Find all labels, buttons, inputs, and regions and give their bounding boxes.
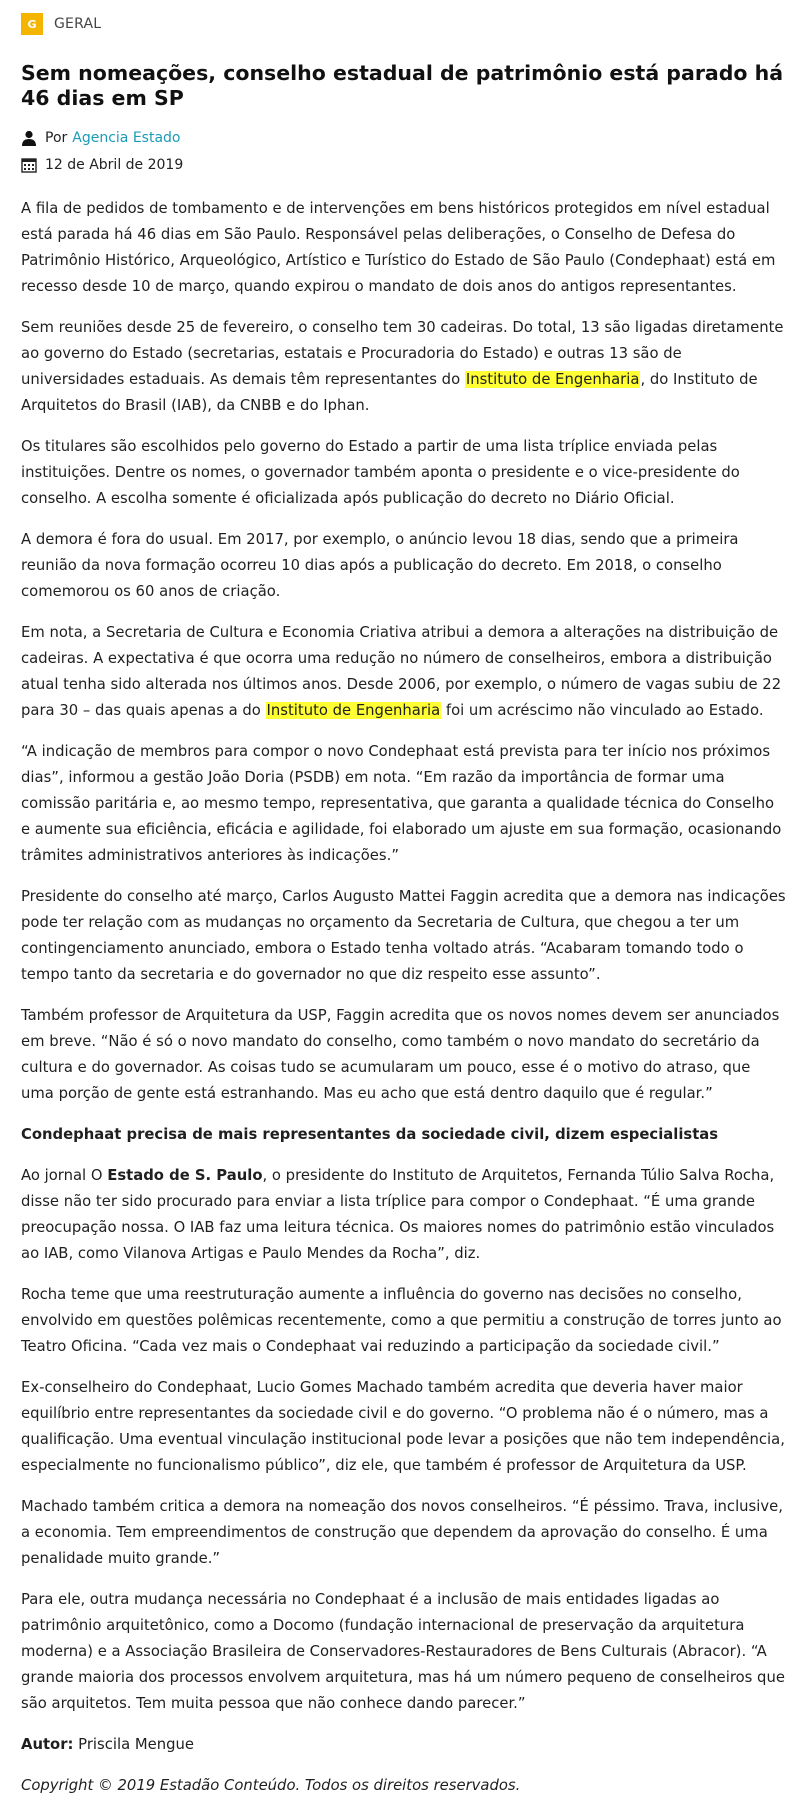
newspaper-name: Estado de S. Paulo xyxy=(107,1167,263,1184)
publish-date: 12 de Abril de 2019 xyxy=(45,157,184,173)
paragraph xyxy=(21,1163,786,1267)
instituto-engenharia-link[interactable]: Instituto de Engenharia xyxy=(266,702,441,719)
category-badge: G xyxy=(21,13,43,35)
user-icon xyxy=(21,130,37,146)
paragraph-text: Em nota, a Secretaria de Cultura e Economia Criativa atribui a demora a alterações na distribuição de cadeiras. A expectativa é que ocorra uma redução no número de conselheiros, embora a distribuição atual tenha sido alterada nos últimos anos. Desde 2006, por exemplo, o número de vagas subiu de 22 para 30 – das quais apenas a do xyxy=(21,624,782,719)
author-credit xyxy=(21,1732,786,1758)
paragraph xyxy=(21,315,786,419)
article-body xyxy=(21,196,786,1799)
by-prefix: Por xyxy=(45,130,68,146)
author-label: Autor: xyxy=(21,1736,74,1753)
calendar-icon xyxy=(21,157,37,173)
article-meta xyxy=(21,126,786,177)
paragraph: Os titulares são escolhidos pelo governo do Estado a partir de uma lista tríplice enviada pelas instituições. Dentre os nomes, o governador também aponta o presidente e o vice-presidente do conselho. A escolha somente é oficializada após publicação do decreto no Diário Oficial. xyxy=(21,438,740,507)
date-row xyxy=(21,153,786,177)
paragraph-text: , o presidente do Instituto de Arquitetos, Fernanda Túlio Salva Rocha, disse não ter sido procurado para enviar a lista tríplice para compor o Condephaat. “É uma grande preocupação nossa. O IAB faz uma leitura técnica. Os maiores nomes do patrimônio estão vinculados ao IAB, como Vilanova Artigas e Paulo Mendes da Rocha”, diz. xyxy=(21,1167,775,1262)
instituto-engenharia-link[interactable]: Instituto de Engenharia xyxy=(465,371,640,388)
paragraph-text: foi um acréscimo não vinculado ao Estado. xyxy=(441,702,764,719)
copyright: Copyright © 2019 Estadão Conteúdo. Todos os direitos reservados. xyxy=(21,1777,521,1794)
author-row xyxy=(21,126,786,150)
paragraph: “A indicação de membros para compor o novo Condephaat está prevista para ter início nos próximos dias”, informou a gestão João Doria (PSDB) em nota. “Em razão da importância de formar uma comissão paritária e, ao mesmo tempo, representativa, que garanta a qualidade técnica do Conselho e aumente sua eficiência, eficácia e agilidade, foi elaborado um ajuste em sua formação, ocasionando trâmites administrativos anteriores às indicações.” xyxy=(21,743,782,864)
subheading: Condephaat precisa de mais representantes da sociedade civil, dizem especialistas xyxy=(21,1126,719,1143)
paragraph: A demora é fora do usual. Em 2017, por exemplo, o anúncio levou 18 dias, sendo que a primeira reunião da nova formação ocorreu 10 dias após a publicação do decreto. Em 2018, o conselho comemorou os 60 anos de criação. xyxy=(21,531,739,600)
author-name: Priscila Mengue xyxy=(73,1736,194,1753)
paragraph: A fila de pedidos de tombamento e de intervenções em bens históricos protegidos em nível estadual está parada há 46 dias em São Paulo. Responsável pelas deliberações, o Conselho de Defesa do Patrimônio Histórico, Arqueológico, Artístico e Turístico do Estado de São Paulo (Condephaat) está em recesso desde 10 de março, quando expirou o mandato de dois anos do antigos representantes. xyxy=(21,200,776,295)
paragraph-text: Ao jornal O xyxy=(21,1167,108,1184)
paragraph: Rocha teme que uma reestruturação aumente a influência do governo nas decisões no conselho, envolvido em questões polêmicas recentemente, como a que permitiu a construção de torres junto ao Teatro Oficina. “Cada vez mais o Condephaat vai reduzindo a participação da sociedade civil.” xyxy=(21,1286,782,1355)
paragraph-text: Sem reuniões desde 25 de fevereiro, o conselho tem 30 cadeiras. Do total, 13 são ligadas diretamente ao governo do Estado (secretarias, estatais e Procuradoria do Estado) e outras 13 são de universidades estaduais. As demais têm representantes do xyxy=(21,319,784,388)
paragraph: Para ele, outra mudança necessária no Condephaat é a inclusão de mais entidades ligadas ao patrimônio arquitetônico, como a Docomo (fundação internacional de preservação da arquitetura moderna) e a Associação Brasileira de Conservadores-Restauradores de Bens Culturais (Abracor). “A grande maioria dos processos envolvem arquitetura, mas há um número pequeno de conselheiros que são arquitetos. Tem muita pessoa que não conhece dando parecer.” xyxy=(21,1591,785,1712)
author-link[interactable]: Agencia Estado xyxy=(72,130,181,146)
headline: Sem nomeações, conselho estadual de patrimônio está parado há 46 dias em SP xyxy=(21,61,784,110)
category-label[interactable]: GERAL xyxy=(54,16,102,32)
paragraph: Também professor de Arquitetura da USP, Faggin acredita que os novos nomes devem ser anunciados em breve. “Não é só o novo mandato do conselho, como também o novo mandato do secretário da cultura e do governador. As coisas tudo se acumularam um pouco, esse é o motivo do atraso, que uma porção de gente está estranhando. Mas eu acho que está dentro daquilo que é regular.” xyxy=(21,1007,780,1102)
paragraph: Presidente do conselho até março, Carlos Augusto Mattei Faggin acredita que a demora nas indicações pode ter relação com as mudanças no orçamento da Secretaria de Cultura, que chegou a ter um contingenciamento anunciado, embora o Estado tenha voltado atrás. “Acabaram tomando todo o tempo tanto da secretaria e do governador no que diz respeito esse assunto”. xyxy=(21,888,786,983)
paragraph: Machado também critica a demora na nomeação dos novos conselheiros. “É péssimo. Trava, inclusive, a economia. Tem empreendimentos de construção que dependem da aprovação do conselho. É uma penalidade muito grande.” xyxy=(21,1498,783,1567)
category-header xyxy=(21,13,786,35)
paragraph-text: , do Instituto de Arquitetos do Brasil (IAB), da CNBB e do Iphan. xyxy=(21,371,758,414)
paragraph: Ex-conselheiro do Condephaat, Lucio Gomes Machado também acredita que deveria haver maior equilíbrio entre representantes da sociedade civil e do governo. “O problema não é o número, mas a qualificação. Uma eventual vinculação institucional pode levar a posições que não tem independência, especialmente no funcionalismo público”, diz ele, que também é professor de Arquitetura da USP. xyxy=(21,1379,785,1474)
paragraph xyxy=(21,620,786,724)
